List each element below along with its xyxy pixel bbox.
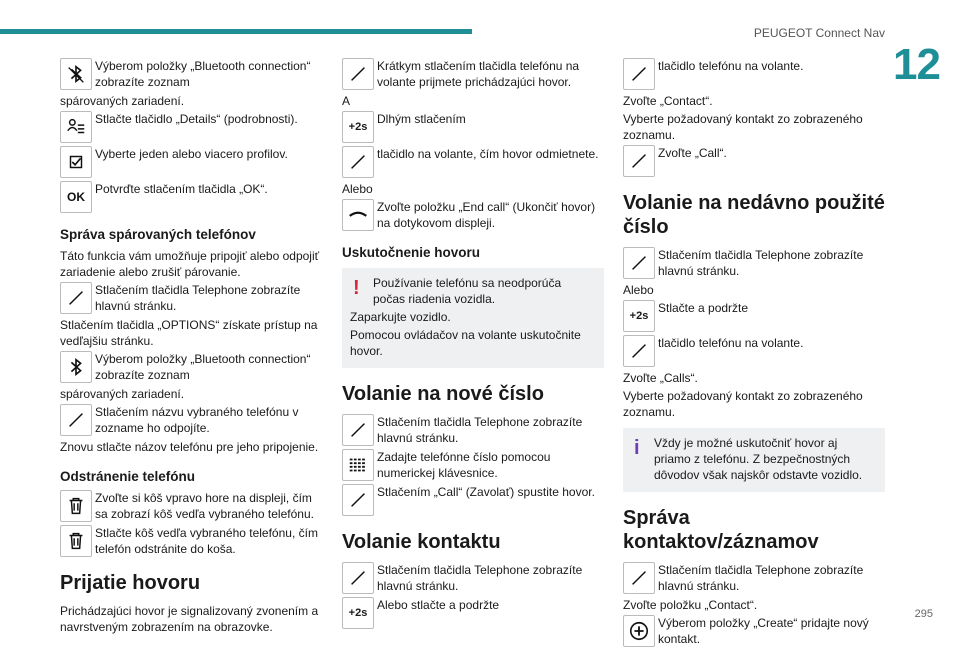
instruction-item (342, 146, 604, 178)
ok-button-icon: OK (60, 181, 92, 213)
instruction-item (60, 490, 324, 522)
info-icon: i (634, 437, 640, 459)
instruction-text: Stlačením „Call“ (Zavolať) spustite hovor. (377, 485, 595, 499)
phone-icon (342, 58, 374, 90)
paragraph: spárovaných zariadení. (60, 387, 185, 401)
long-press-icon: +2s (623, 300, 655, 332)
keypad-icon (342, 449, 374, 481)
instruction-item (623, 562, 885, 594)
paragraph: Alebo (623, 283, 654, 297)
instruction-item (342, 597, 604, 629)
instruction-text: Zvoľte položku „End call“ (Ukončiť hovor) na dotykovom displeji. (377, 200, 596, 230)
section-heading: Odstránenie telefónu (60, 469, 196, 484)
instruction-text: Stlačením tlačidla Telephone zobrazíte hlavnú stránku. (95, 283, 301, 313)
instruction-item (342, 414, 604, 446)
page-header-title: PEUGEOT Connect Nav (753, 26, 885, 40)
section-heading: Správa kontaktov/záznamov (623, 507, 819, 553)
instruction-text: Výberom položky „Create“ pridajte nový kontakt. (658, 616, 869, 646)
phone-icon (342, 484, 374, 516)
instruction-text: Stlačením názvu vybraného telefónu v zozname ho odpojíte. (95, 405, 299, 435)
column-2 (342, 58, 604, 632)
trash-icon (60, 525, 92, 557)
instruction-item (623, 145, 885, 177)
phone-icon (623, 58, 655, 90)
paragraph: Znovu stlačte názov telefónu pre jeho pripojenie. (60, 440, 319, 454)
chapter-number: 12 (893, 40, 940, 89)
instruction-item (623, 615, 885, 647)
instruction-text: tlačidlo telefónu na volante. (658, 336, 804, 350)
instruction-text: Dlhým stlačením (377, 112, 466, 126)
info-note (623, 428, 885, 492)
instruction-text: Stlačte kôš vedľa vybraného telefónu, čím telefón odstránite do koša. (95, 526, 318, 556)
instruction-item (623, 247, 885, 279)
phone-icon (623, 145, 655, 177)
section-heading: Volanie na nedávno použité číslo (623, 192, 885, 238)
section-heading: Volanie na nové číslo (342, 383, 544, 405)
instruction-text: Stlačte tlačidlo „Details“ (podrobnosti). (95, 112, 298, 126)
bluetooth-icon (60, 351, 92, 383)
instruction-text: Stlačením tlačidla Telephone zobrazíte hlavnú stránku. (377, 415, 583, 445)
phone-icon (60, 404, 92, 436)
instruction-item (342, 562, 604, 594)
section-heading: Prijatie hovoru (60, 572, 201, 594)
section-heading: Uskutočnenie hovoru (342, 245, 481, 260)
paragraph: Zvoľte položku „Contact“. (623, 598, 758, 612)
instruction-item (60, 111, 324, 143)
note-text: Pomocou ovládačov na volante uskutočnite hovor. (350, 328, 581, 358)
instruction-item (342, 58, 604, 90)
paragraph: Zvoľte „Contact“. (623, 94, 713, 108)
instruction-item (60, 181, 324, 213)
paragraph: spárovaných zariadení. (60, 94, 185, 108)
instruction-text: Krátkym stlačením tlačidla telefónu na volante prijmete prichádzajúci hovor. (377, 59, 580, 89)
paragraph: Prichádzajúci hovor je signalizovaný zvonením a navrstveným zobrazením na obrazovke. (60, 604, 319, 634)
paragraph: Táto funkcia vám umožňuje pripojiť alebo odpojiť zariadenie alebo zrušiť párovanie. (60, 249, 320, 279)
bluetooth-icon (60, 58, 92, 90)
instruction-item (60, 525, 324, 557)
paragraph: Alebo (342, 182, 373, 196)
instruction-text: Zadajte telefónne číslo pomocou numerickej klávesnice. (377, 450, 551, 480)
instruction-item (623, 58, 885, 90)
long-press-icon: +2s (342, 597, 374, 629)
trash-icon (60, 490, 92, 522)
details-icon (60, 111, 92, 143)
column-1 (60, 58, 324, 637)
instruction-item (623, 335, 885, 367)
column-3 (623, 58, 885, 650)
instruction-item (623, 300, 885, 332)
instruction-item (342, 199, 604, 231)
phone-icon (623, 562, 655, 594)
phone-icon (623, 335, 655, 367)
note-text: Zaparkujte vozidlo. (350, 310, 451, 324)
instruction-text: tlačidlo na volante, čím hovor odmietnete. (377, 147, 599, 161)
phone-icon (342, 146, 374, 178)
instruction-item (60, 146, 324, 178)
instruction-text: tlačidlo telefónu na volante. (658, 59, 804, 73)
hangup-icon (342, 199, 374, 231)
instruction-text: Stlačením tlačidla Telephone zobrazíte hlavnú stránku. (658, 248, 864, 278)
instruction-item (342, 111, 604, 143)
instruction-item (60, 282, 324, 314)
instruction-text: Potvrďte stlačením tlačidla „OK“. (95, 182, 268, 196)
section-heading: Správa spárovaných telefónov (60, 227, 256, 242)
instruction-text: Stlačením tlačidla Telephone zobrazíte hlavnú stránku. (658, 563, 864, 593)
instruction-text: Výberom položky „Bluetooth connection“ zobrazíte zoznam (95, 352, 311, 382)
paragraph: Vyberte požadovaný kontakt zo zobrazeného zoznamu. (623, 112, 863, 142)
instruction-text: Výberom položky „Bluetooth connection“ zobrazíte zoznam (95, 59, 311, 89)
warning-note (342, 268, 604, 368)
plus-circle-icon (623, 615, 655, 647)
paragraph: A (342, 94, 351, 108)
instruction-text: Stlačením tlačidla Telephone zobrazíte hlavnú stránku. (377, 563, 583, 593)
paragraph: Vyberte požadovaný kontakt zo zobrazeného zoznamu. (623, 389, 863, 419)
instruction-text: Zvoľte „Call“. (658, 146, 727, 160)
long-press-icon: +2s (342, 111, 374, 143)
note-text: Používanie telefónu sa neodporúča počas riadenia vozidla. (373, 276, 562, 306)
page-number: 295 (914, 608, 933, 620)
instruction-text: Stlačte a podržte (658, 301, 749, 315)
phone-icon (342, 414, 374, 446)
section-heading: Volanie kontaktu (342, 531, 501, 553)
phone-icon (623, 247, 655, 279)
instruction-text: Vyberte jeden alebo viacero profilov. (95, 147, 288, 161)
instruction-item (60, 404, 324, 436)
phone-icon (60, 282, 92, 314)
instruction-item (342, 449, 604, 481)
checkbox-icon (60, 146, 92, 178)
instruction-item (60, 58, 324, 90)
warning-icon: ! (353, 277, 360, 299)
paragraph: Zvoľte „Calls“. (623, 371, 698, 385)
instruction-item (342, 484, 604, 516)
note-text: Vždy je možné uskutočniť hovor aj priamo z telefónu. Z bezpečnostných dôvodov však najskôr odstavte vozidlo. (654, 436, 863, 482)
header-accent-bar (0, 29, 472, 34)
paragraph: Stlačením tlačidla „OPTIONS“ získate prístup na vedľajšiu stránku. (60, 318, 318, 348)
phone-icon (342, 562, 374, 594)
instruction-text: Alebo stlačte a podržte (377, 598, 500, 612)
instruction-text: Zvoľte si kôš vpravo hore na displeji, čím sa zobrazí kôš vedľa vybraného telefónu. (95, 491, 314, 521)
instruction-item (60, 351, 324, 383)
